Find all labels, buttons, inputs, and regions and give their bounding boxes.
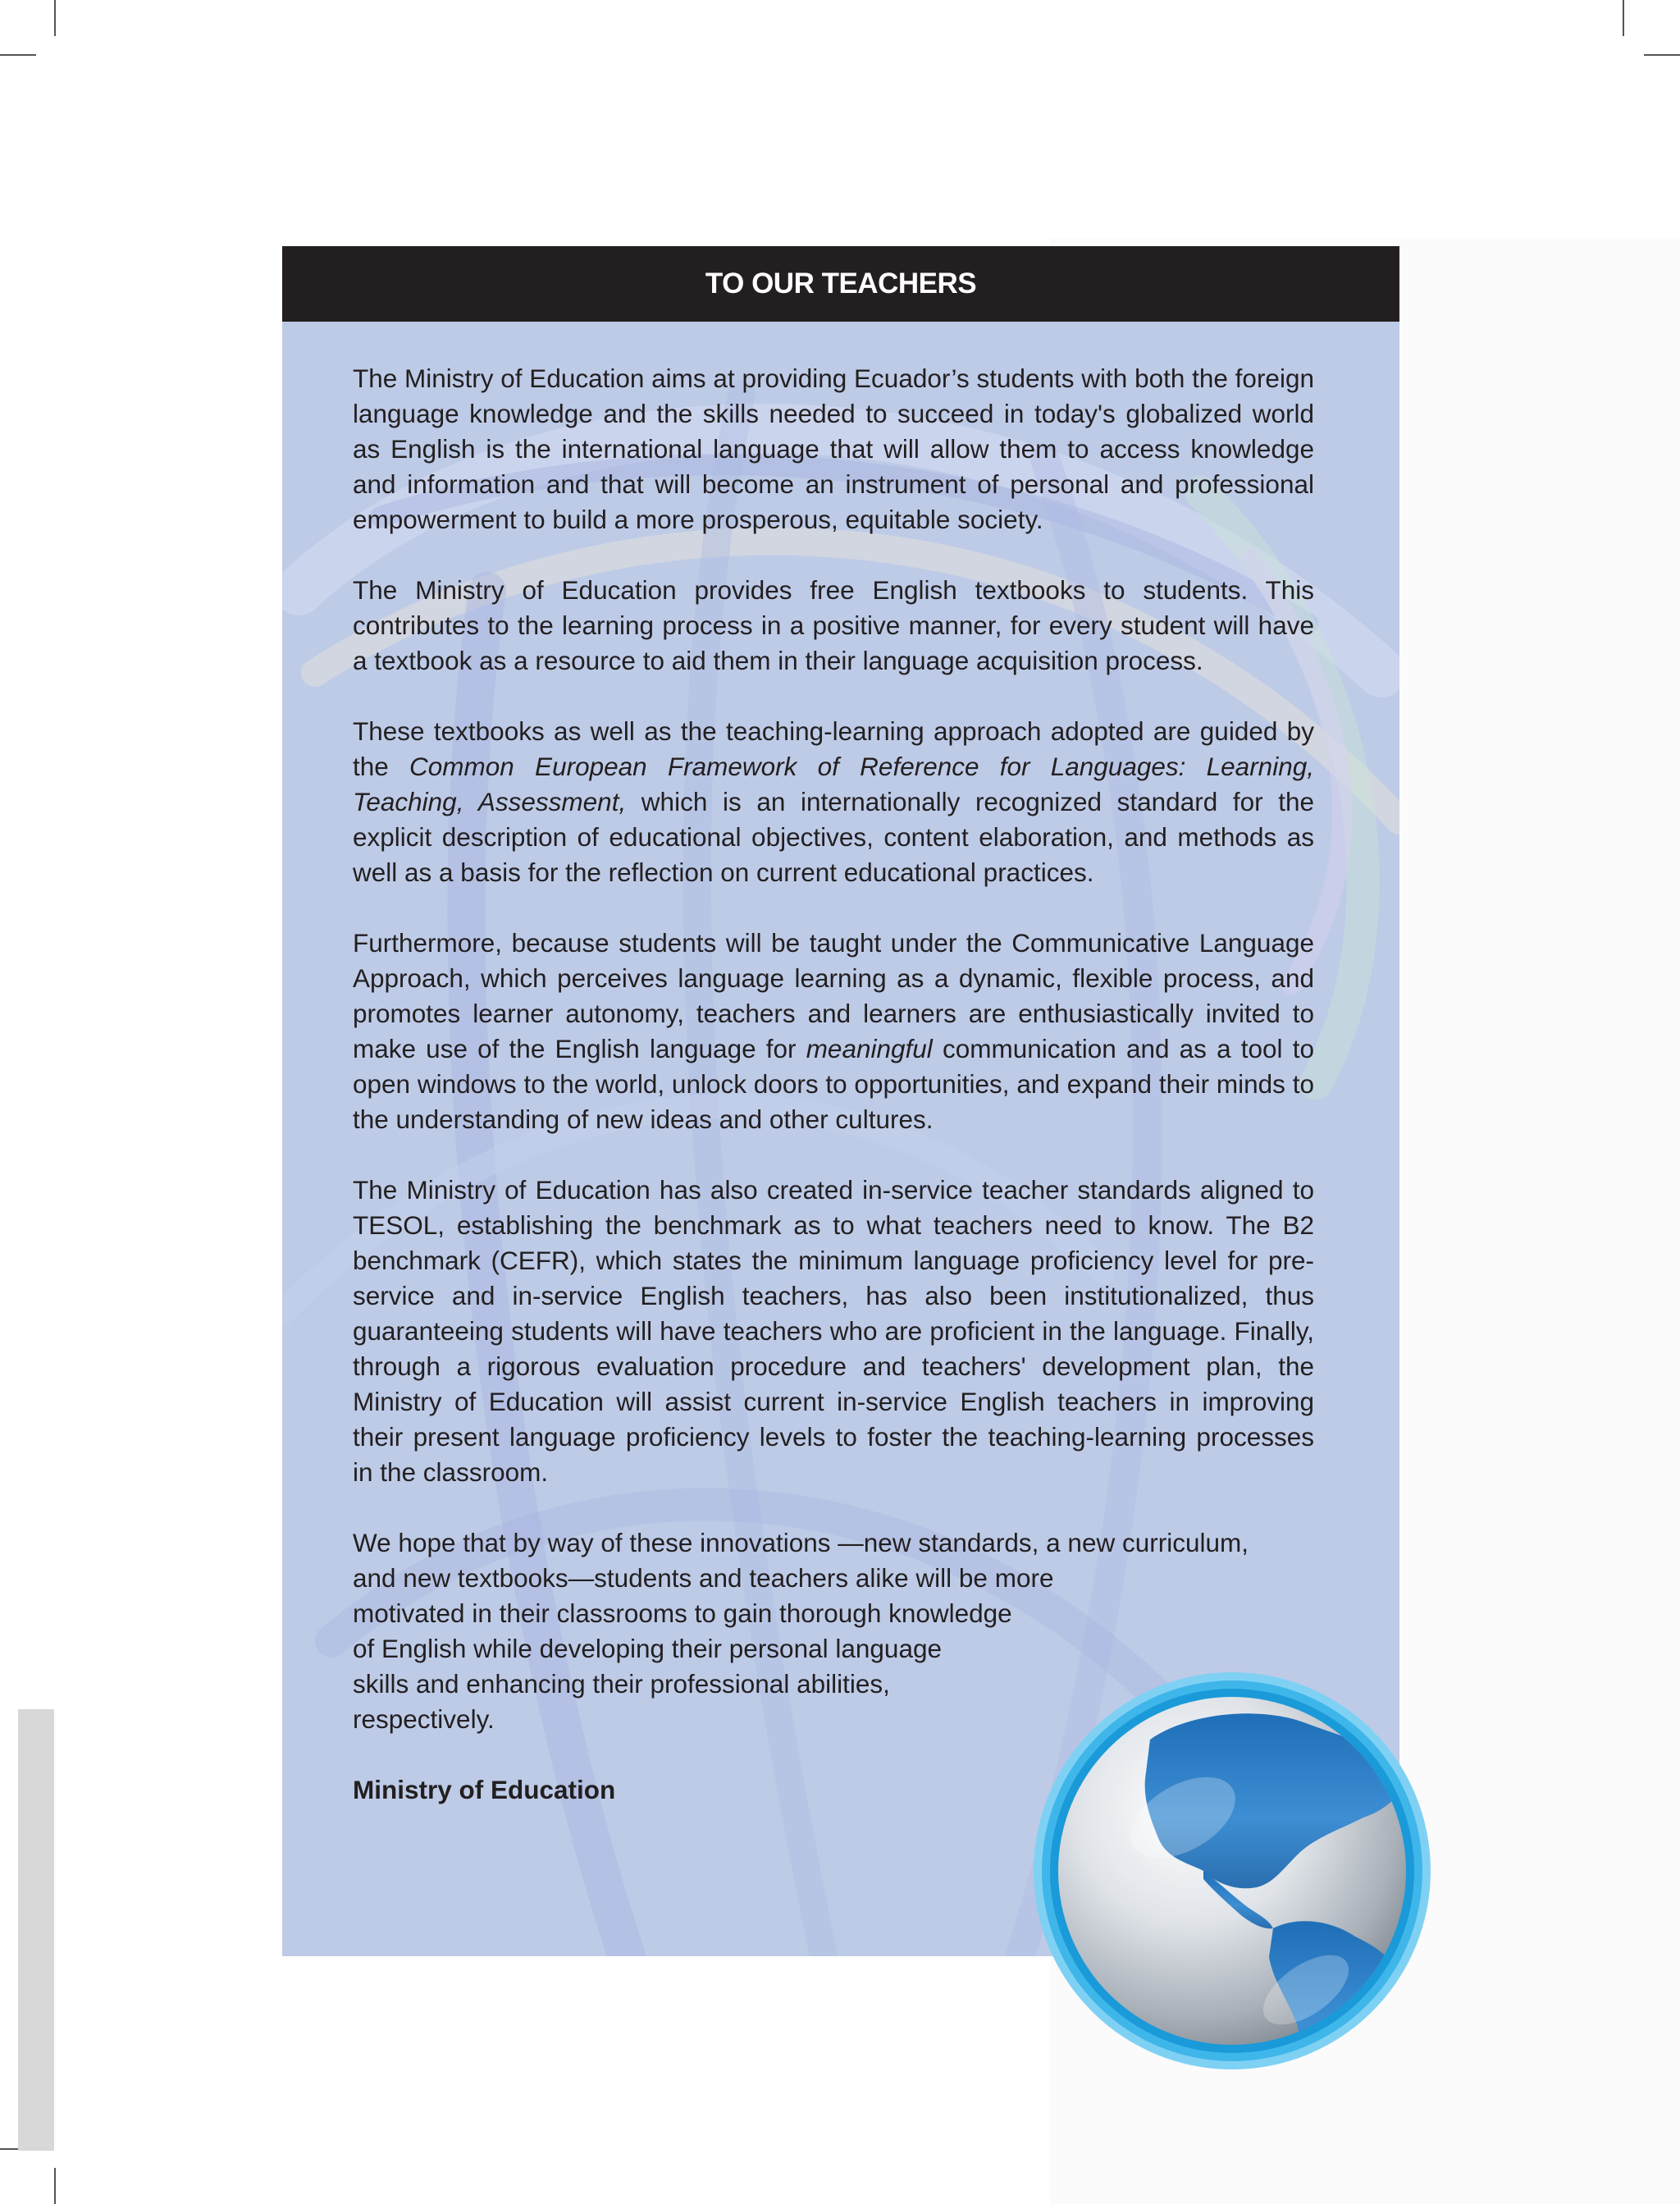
globe-icon (1027, 1666, 1437, 2076)
crop-mark (54, 0, 56, 36)
crop-mark (1644, 54, 1680, 56)
header-bar (282, 246, 1399, 322)
paragraph-1: The Ministry of Education aims at providing Ecuador’s students with both the foreign language knowledge and the skills needed to succeed in today's globalized world as English is the international language that will allow them to access knowledge and information and that will become an instrument of personal and professional empowerment to build a more prosperous, equitable society. (353, 364, 1314, 534)
paragraph-6-line: and new textbooks—students and teachers alike will be more (353, 1563, 1054, 1593)
cefr-title: Common European Framework of Reference for Languages: Learning, Teaching, Assessment, (353, 752, 1314, 816)
signature: Ministry of Education (353, 1775, 616, 1804)
paragraph-6-line: We hope that by way of these innovations —new standards, a new curriculum, (353, 1528, 1249, 1557)
page-edge-strip (18, 1709, 54, 2151)
paragraph-3-start: These textbooks as well as the teaching-learning approach adopted are guided by the (353, 716, 1314, 781)
paragraph-5: The Ministry of Education has also created in-service teacher standards aligned to TESOL, establishing the benchmark as to what teachers need to know. The B2 benchmark (CEFR), which states the minimum language proficiency level for pre-service and in-service English teachers, has also been institutionalized, thus guaranteeing students will have teachers who are proficient in the language. Finally, through a rigorous evaluation procedure and teachers' development plan, the Ministry of Education will assist current in-service English teachers in improving their present language proficiency levels to foster the teaching-learning processes in the classroom. (353, 1175, 1314, 1487)
paragraph-3-end: which is an internationally recognized standard for the explicit description of educational objectives, content elaboration, and methods as well as a basis for the reflection on current educational practices. (353, 787, 1315, 887)
page-title: TO OUR TEACHERS (705, 267, 977, 300)
paragraph-6-line: respectively. (353, 1704, 495, 1734)
paragraph-4 (353, 926, 1314, 1137)
paragraph-4-end: communication and as a tool to open windows to the world, unlock doors to opportunities, and expand their minds to the understanding of new ideas and other cultures. (353, 1034, 1314, 1134)
paragraph-3 (353, 714, 1314, 890)
crop-mark (0, 54, 36, 56)
paragraph-6-line: motivated in their classrooms to gain thorough knowledge (353, 1598, 1012, 1628)
paragraph-6-line: of English while developing their personal language (353, 1634, 942, 1663)
paragraph-2: The Ministry of Education provides free English textbooks to students. This contributes to the learning process in a positive manner, for every student will have a textbook as a resource to aid them in their language acquisition process. (353, 575, 1314, 675)
meaningful-emphasis: meaningful (806, 1034, 933, 1063)
paragraph-4-start: Furthermore, because students will be taught under the Communicative Language Approach, which perceives language learning as a dynamic, flexible process, and promotes learner autonomy, teachers and learners are enthusiastically invited to make use of the English language for (353, 928, 1314, 1063)
letter-body (353, 361, 1314, 1843)
crop-mark (1623, 0, 1624, 36)
paragraph-6-line: skills and enhancing their professional abilities, (353, 1669, 890, 1699)
crop-mark (54, 2168, 56, 2204)
